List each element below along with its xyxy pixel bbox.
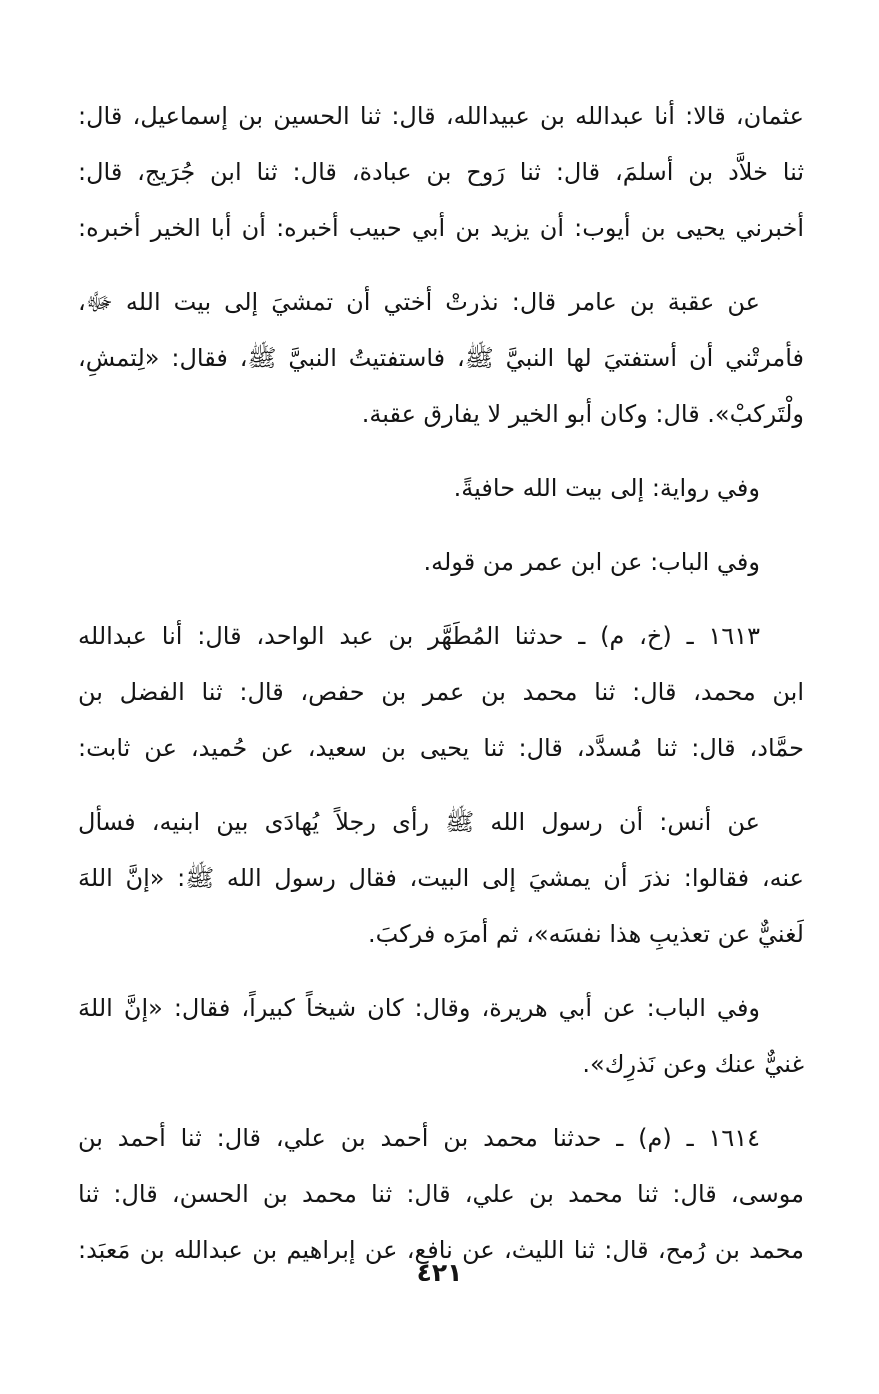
text-line: ١٦١٤ ـ (م) ـ حدثنا محمد بن أحمد بن علي، قال: ثنا أحمد بن xyxy=(78,1124,760,1152)
paragraph-hadith-1613 xyxy=(78,608,804,776)
text-line: لَغنيٌّ عن تعذيبِ هذا نفسَه»، ثم أمرَه فركبَ. xyxy=(367,920,804,948)
text-line: عن أنس: أن رسول الله ﷺ رأى رجلاً يُهادَى بين ابنيه، فسأل xyxy=(78,808,760,836)
text-line: عثمان، قالا: أنا عبدالله بن عبيدالله، قال: ثنا الحسين بن إسماعيل، قال: xyxy=(78,102,804,130)
text-line: غنيٌّ عنك وعن نَذرِك». xyxy=(582,1050,804,1078)
page-body xyxy=(78,88,804,1296)
text-line: موسى، قال: ثنا محمد بن علي، قال: ثنا محمد بن الحسن، قال: ثنا xyxy=(78,1180,804,1208)
page-number: ٤٢١ xyxy=(416,1258,463,1287)
text-line: وفي الباب: عن أبي هريرة، وقال: كان شيخاً كبيراً، فقال: «إنَّ اللهَ xyxy=(78,994,760,1022)
text-line: أخبرني يحيى بن أيوب: أن يزيد بن أبي حبيب أخبره: أن أبا الخير أخبره: xyxy=(78,214,804,242)
text-line: محمد بن رُمح، قال: ثنا الليث، عن نافع، عن إبراهيم بن عبدالله بن مَعبَد: xyxy=(78,1236,804,1264)
text-line: ١٦١٣ ـ (خ، م) ـ حدثنا المُطَهَّر بن عبد الواحد، قال: أنا عبدالله xyxy=(78,622,760,650)
paragraph-hadith-1614 xyxy=(78,1110,804,1278)
text-line: عن عقبة بن عامر قال: نذرتْ أختي أن تمشيَ إلى بيت الله ﷻ، xyxy=(78,288,760,316)
paragraph-hadith-uqba xyxy=(78,274,804,442)
paragraph-isnad-1 xyxy=(78,88,804,256)
text-line: حمَّاد، قال: ثنا مُسدَّد، قال: ثنا يحيى بن سعيد، عن حُميد، عن ثابت: xyxy=(78,734,804,762)
text-line: ثنا خلاَّد بن أسلمَ، قال: ثنا رَوح بن عبادة، قال: ثنا ابن جُرَيج، قال: xyxy=(78,158,804,186)
text-line: فأمرتْني أن أستفتيَ لها النبيَّ ﷺ، فاستفتيتُ النبيَّ ﷺ، فقال: «لِتمشِ، xyxy=(78,344,804,372)
paragraph-hadith-anas xyxy=(78,794,804,962)
text-line: وفي الباب: عن ابن عمر من قوله. xyxy=(423,548,760,576)
text-line: وفي رواية: إلى بيت الله حافيةً. xyxy=(453,474,760,502)
paragraph-riwaya xyxy=(78,460,804,516)
text-line: ابن محمد، قال: ثنا محمد بن عمر بن حفص، قال: ثنا الفضل بن xyxy=(78,678,804,706)
text-line: عنه، فقالوا: نذرَ أن يمشيَ إلى البيت، فقال رسول الله ﷺ: «إنَّ اللهَ xyxy=(78,864,804,892)
paragraph-bab-abu-hurayra xyxy=(78,980,804,1092)
paragraph-bab-ibn-umar xyxy=(78,534,804,590)
text-line: ولْتَركبْ». قال: وكان أبو الخير لا يفارق عقبة. xyxy=(361,400,804,428)
